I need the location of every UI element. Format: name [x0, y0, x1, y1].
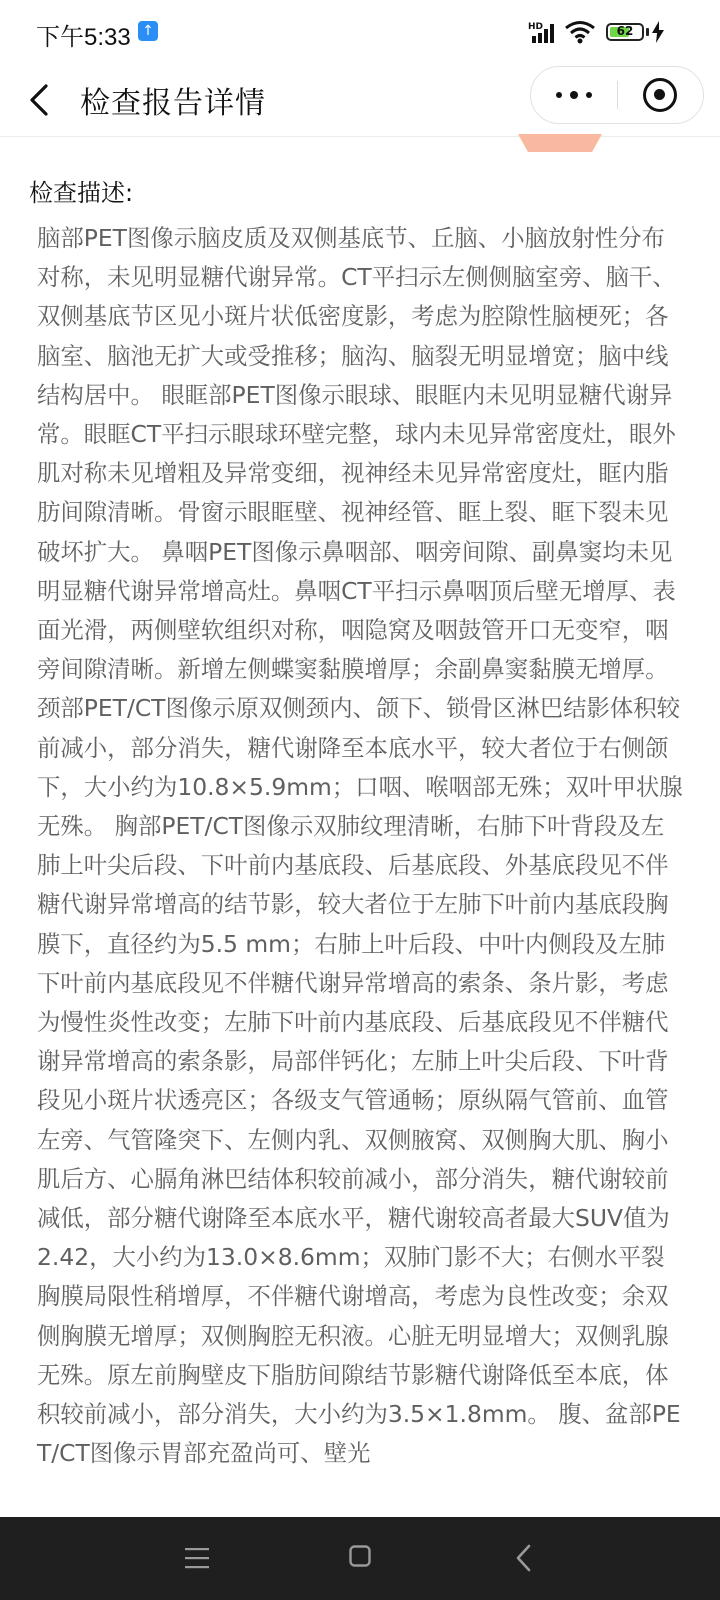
section-heading: 检查描述:: [29, 179, 134, 207]
close-mini-program-button[interactable]: [619, 67, 703, 123]
upload-arrow-icon: ↑: [138, 21, 158, 41]
more-dots-icon: [556, 92, 562, 98]
menu-lines-icon[interactable]: [184, 1545, 210, 1571]
more-button[interactable]: [531, 67, 617, 123]
page-title: 检查报告详情: [80, 86, 266, 121]
target-circle-icon: [643, 78, 677, 112]
wifi-icon: [564, 20, 596, 44]
status-time: 下午5:33: [36, 24, 131, 51]
back-chevron-icon[interactable]: [514, 1543, 534, 1573]
report-content[interactable]: [0, 137, 720, 1517]
target-circle-dot: [654, 89, 665, 100]
home-square-icon[interactable]: [349, 1545, 371, 1567]
network-label: HD: [528, 22, 544, 32]
battery-icon: [606, 23, 644, 41]
top-navigation-bar: [0, 64, 720, 137]
report-description-text: 脑部PET图像示脑皮质及双侧基底节、丘脑、小脑放射性分布对称，未见明显糖代谢异常。CT平扫示左侧侧脑室旁、脑干、双侧基底节区见小斑片状低密度影，考虑为腔隙性脑梗死；各脑室、脑池无扩大或受推移；脑沟、脑裂无明显增宽；脑中线结构居中。 眼眶部PET图像示眼球、眼眶内未见明显糖代谢异常。眼眶CT平扫示眼球环壁完整，球内未见异常密度灶，眼外肌对称未见增粗及异常变细，视神经未见异常密度灶，眶内脂肪间隙清晰。骨窗示眼眶壁、视神经管、眶上裂、眶下裂未见破坏扩大。 鼻咽PET图像示鼻咽部、咽旁间隙、副鼻窦均未见明显糖代谢异常增高灶。鼻咽CT平扫示鼻咽顶后壁无增厚、表面光滑，两侧壁软组织对称，咽隐窝及咽鼓管开口无变窄，咽旁间隙清晰。新增左侧蝶窦黏膜增厚；余副鼻窦黏膜无增厚。 颈部PET/CT图像示原双侧颈内、颌下、锁骨区淋巴结影体积较前减小，部分消失，糖代谢降至本底水平，较大者位于右侧颌下，大小约为10.8×5.9mm；口咽、喉咽部无殊；双叶甲状腺无殊。 胸部PET/CT图像示双肺纹理清晰，右肺下叶背段及左肺上叶尖后段、下叶前内基底段、后基底段、外基底段见不伴糖代谢异常增高的结节影，较大者位于左肺下叶前内基底段胸膜下，直径约为5.5 mm；右肺上叶后段、中叶内侧段及左肺下叶前内基底段见不伴糖代谢异常增高的索条、条片影，考虑为慢性炎性改变；左肺下叶前内基底段、后基底段见不伴糖代谢异常增高的索条影，局部伴钙化；左肺上叶尖后段、下叶背段见小斑片状透亮区；各级支气管通畅；原纵隔气管前、血管左旁、气管隆突下、左侧内乳、双侧腋窝、双侧胸大肌、胸小肌后方、心膈角淋巴结体积较前减小，部分消失，糖代谢较前减低，部分糖代谢降至本底水平，糖代谢较高者最大SUV值为2.42，大小约为13.0×8.6mm；双肺门影不大；右侧水平裂胸膜局限性稍增厚，不伴糖代谢增高，考虑为良性改变；余双侧胸膜无增厚；双侧胸腔无积液。心脏无明显增大；双侧乳腺无殊。原左前胸壁皮下脂肪间隙结节影糖代谢降低至本底，体积较前减小，部分消失，大小约为3.5×1.8mm。 腹、盆部PET/CT图像示胃部充盈尚可、壁光: [37, 224, 683, 1468]
status-bar: [0, 0, 720, 64]
battery-tip: [646, 28, 649, 36]
more-dot-center: [570, 91, 578, 99]
mini-program-capsule: [530, 66, 704, 124]
signal-icon: [528, 20, 562, 44]
battery-level: 62: [616, 24, 634, 38]
capsule-divider: [617, 81, 618, 109]
system-navigation-bar: [0, 1517, 720, 1600]
back-arrow-icon[interactable]: [26, 80, 54, 120]
charging-bolt-icon: [652, 21, 664, 43]
more-dot-right: [586, 92, 592, 98]
